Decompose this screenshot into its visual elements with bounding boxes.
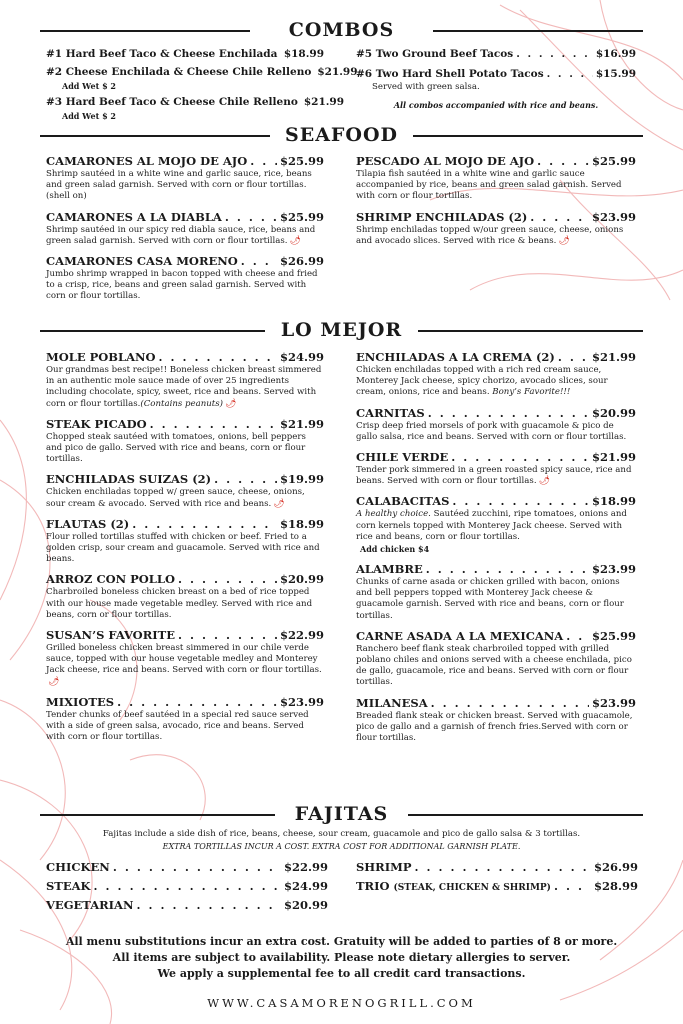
combos-right-column bbox=[356, 47, 636, 110]
item-name: FLAUTAS (2) bbox=[46, 516, 130, 531]
menu-item bbox=[356, 47, 636, 62]
fajitas-right-column bbox=[356, 860, 638, 903]
item-name: CAMARONES CASA MORENO bbox=[46, 254, 238, 269]
item-name: #3 Hard Beef Taco & Cheese Chile Relleno bbox=[46, 96, 298, 108]
section-title: FAJITAS bbox=[289, 803, 395, 825]
item-description: Tender chunks of beef sautéed in a special red sauce served with a side of green salsa, avocado, rice and beans. Served with corn or flour tortillas. bbox=[46, 709, 309, 743]
item-description: Crisp deep fried morsels of pork with guacamole & pico de gallo salsa, rice and beans. Served with corn or flour tortillas. bbox=[356, 420, 627, 442]
item-price: $21.99 bbox=[317, 66, 358, 78]
item-price: $25.99 bbox=[279, 209, 324, 224]
chili-pepper-icon: 🌶 bbox=[225, 398, 237, 409]
item-name: MOLE POBLANO bbox=[46, 350, 156, 364]
item-description: Served with green salsa. bbox=[372, 82, 480, 92]
item-price: $21.99 bbox=[303, 96, 345, 108]
combos-footnote: All combos accompanied with rice and beans. bbox=[393, 100, 599, 111]
item-price: $22.99 bbox=[283, 860, 328, 874]
menu-item bbox=[356, 450, 636, 487]
item-name: SHRIMP ENCHILADAS (2) bbox=[356, 209, 528, 224]
item-price: $25.99 bbox=[279, 154, 324, 168]
fajitas-left-column bbox=[46, 860, 328, 920]
item-description: Jumbo shrimp wrapped in bacon topped with cheese and fried to a crisp, rice, beans and green salad garnish. Served with corn or flour tortillas. bbox=[46, 269, 318, 302]
item-name: #5 Two Ground Beef Tacos bbox=[356, 48, 514, 60]
menu-item bbox=[46, 628, 324, 688]
item-description: Flour rolled tortillas stuffed with chicken or beef. Fried to a golden crisp, sour cream and guacamole. Served with rice and beans. bbox=[46, 531, 320, 565]
menu-item bbox=[356, 562, 636, 622]
item-price: $19.99 bbox=[279, 472, 324, 487]
item-name: CARNITAS bbox=[356, 405, 425, 420]
item-name: CHICKEN bbox=[46, 860, 110, 874]
seafood-right-column bbox=[356, 154, 636, 254]
item-price: $15.99 bbox=[595, 68, 636, 80]
menu-item bbox=[356, 406, 636, 443]
section-fajitas-header bbox=[40, 802, 643, 826]
chili-pepper-icon: 🌶 bbox=[48, 676, 60, 687]
item-name: CHILE VERDE bbox=[356, 450, 449, 465]
section-title: LO MEJOR bbox=[275, 319, 408, 341]
item-description: Sautéed zucchini, ripe tomatoes, onions and corn kernels topped with Monterey Jack cheese. Served with rice and beans, corn or flour tortillas. bbox=[356, 509, 627, 542]
item-price: $24.99 bbox=[283, 879, 328, 893]
item-name: ENCHILADAS SUIZAS (2) bbox=[46, 472, 212, 487]
menu-item bbox=[46, 472, 324, 509]
fajitas-extra-cost-note: EXTRA TORTILLAS INCUR A COST. EXTRA COST FOR ADDITIONAL GARNISH PLATE. bbox=[162, 842, 521, 851]
item-note: Add Wet $ 2 bbox=[62, 111, 116, 121]
chili-pepper-icon: 🌶 bbox=[558, 235, 570, 246]
menu-item bbox=[356, 154, 636, 203]
menu-item bbox=[46, 695, 324, 744]
item-description: Chicken enchiladas topped w/ green sauce, cheese, onions, sour cream & avocado. Served with rice and beans. bbox=[46, 487, 305, 509]
lo-mejor-right-column bbox=[356, 350, 636, 751]
item-name: SUSAN’S FAVORITE bbox=[46, 628, 175, 643]
item-description: Ranchero beef flank steak charbroiled topped with grilled poblano chiles and onions served with a cheese enchilada, pico de gallo, guacamole, rice and beans. Served with corn or flour tortillas. bbox=[356, 643, 632, 688]
chili-pepper-icon: 🌶 bbox=[273, 498, 285, 509]
item-description: Grilled boneless chicken breast simmered in our chile verde sauce, topped with our house vegetable medley and Monterey Jack cheese, rice and beans. Served with corn or flour tortillas. bbox=[46, 643, 322, 676]
item-name: TRIO bbox=[356, 879, 390, 893]
item-price: $20.99 bbox=[279, 572, 324, 587]
section-lo-mejor-header bbox=[40, 318, 643, 342]
combos-left-column bbox=[46, 47, 358, 129]
item-name: ALAMBRE bbox=[356, 562, 423, 577]
footer-policy-line: All items are subject to availability. Please note dietary allergies to server. bbox=[112, 951, 571, 964]
item-name: CAMARONES A LA DIABLA bbox=[46, 209, 222, 224]
menu-item bbox=[46, 572, 324, 621]
item-name: PESCADO AL MOJO DE AJO bbox=[356, 154, 535, 168]
item-name: #1 Hard Beef Taco & Cheese Enchilada bbox=[46, 48, 278, 60]
item-description: Shrimp sautéed in a white wine and garlic sauce, rice, beans and green salad garnish. Served with corn or flour tortillas. (shell on) bbox=[46, 169, 312, 202]
item-price: $18.99 bbox=[591, 494, 636, 509]
item-name: STEAK PICADO bbox=[46, 416, 147, 431]
item-description: Shrimp sautéed in our spicy red diabla sauce, rice, beans and green salad garnish. Served with corn or flour tortillas. bbox=[46, 224, 316, 246]
item-description: Chopped steak sautéed with tomatoes, onions, bell peppers and pico de gallo. Served with rice and beans, corn or flour tortillas. bbox=[46, 431, 306, 465]
menu-item bbox=[356, 629, 636, 689]
item-price: $20.99 bbox=[591, 405, 636, 420]
item-name: #2 Cheese Enchilada & Cheese Chile Relleno bbox=[46, 66, 312, 78]
item-price: $21.99 bbox=[591, 450, 636, 465]
item-description: Chunks of carne asada or chicken grilled with bacon, onions and bell peppers topped with Monterey Jack cheese & guacamole garnish. Served with rice and beans, corn or flour tortillas. bbox=[356, 577, 624, 621]
item-price: $26.99 bbox=[279, 254, 324, 269]
menu-item bbox=[356, 67, 636, 93]
item-name: CARNE ASADA A LA MEXICANA bbox=[356, 628, 564, 643]
item-description: Breaded flank steak or chicken breast. Served with guacamole, pico de gallo and a garnish of french fries.Served with corn or flour tortillas. bbox=[356, 710, 633, 744]
item-name: VEGETARIAN bbox=[46, 898, 134, 912]
item-price: $26.99 bbox=[593, 860, 638, 874]
item-price: $23.99 bbox=[591, 209, 636, 224]
item-price: $21.99 bbox=[591, 350, 636, 364]
section-seafood-header bbox=[40, 123, 643, 147]
item-price: $20.99 bbox=[283, 898, 328, 912]
menu-item bbox=[46, 254, 324, 303]
menu-item bbox=[46, 210, 324, 247]
fajitas-intro: Fajitas include a side dish of rice, beans, cheese, sour cream, guacamole and pico de gallo salsa & 3 tortillas. bbox=[102, 829, 581, 839]
item-name: ARROZ CON POLLO bbox=[46, 572, 175, 587]
seafood-left-column bbox=[46, 154, 324, 310]
menu-item bbox=[356, 210, 636, 247]
item-price: $25.99 bbox=[591, 154, 636, 168]
item-allergy-note: (Contains peanuts) bbox=[140, 398, 223, 409]
menu-item bbox=[46, 350, 324, 410]
item-tagline: A healthy choice. bbox=[356, 509, 431, 520]
menu-item bbox=[356, 696, 636, 745]
item-price: $23.99 bbox=[591, 562, 636, 577]
item-price: $23.99 bbox=[591, 695, 636, 710]
item-description: Tender pork simmered in a green roasted spicy sauce, rice and beans. Served with corn or flour tortillas. bbox=[356, 465, 632, 487]
item-price: $21.99 bbox=[279, 416, 324, 431]
website-link[interactable]: WWW.CASAMORENOGRILL.COM bbox=[207, 996, 476, 1010]
menu-item bbox=[356, 494, 636, 555]
menu-item bbox=[356, 350, 636, 399]
item-description: Tilapia fish sautéed in a white wine and garlic sauce accompanied by rice, beans and green salad garnish. Served with corn or flour tortillas. bbox=[356, 169, 622, 202]
menu-item bbox=[356, 860, 638, 875]
menu-item bbox=[46, 65, 358, 92]
item-name: SHRIMP bbox=[356, 860, 412, 874]
item-note: Add chicken $4 bbox=[360, 544, 430, 555]
item-name: MILANESA bbox=[356, 695, 428, 710]
menu-item bbox=[46, 95, 345, 122]
item-description: Shrimp enchiladas topped w/our green sauce, cheese, onions and avocado slices. Served with rice & beans. bbox=[356, 224, 624, 246]
item-name: CALABACITAS bbox=[356, 494, 450, 509]
item-name: #6 Two Hard Shell Potato Tacos bbox=[356, 68, 544, 80]
item-name: ENCHILADAS A LA CREMA (2) bbox=[356, 350, 555, 364]
menu-item bbox=[46, 898, 328, 913]
item-price: $22.99 bbox=[279, 628, 324, 643]
item-name: STEAK bbox=[46, 879, 91, 893]
menu-item bbox=[356, 879, 638, 896]
menu-item bbox=[46, 879, 328, 894]
item-note: Add Wet $ 2 bbox=[62, 81, 116, 91]
footer-policy-line: We apply a supplemental fee to all credit card transactions. bbox=[157, 967, 526, 980]
item-name-detail: (STEAK, CHICKEN & SHRIMP) bbox=[393, 883, 551, 893]
menu-item bbox=[46, 417, 324, 466]
menu-item bbox=[46, 860, 328, 875]
item-description: Our grandmas best recipe!! Boneless chicken breast simmered in an authentic mole sauce made of over 25 ingredients including chocolate, spicy, sweet, rice and beans. Served with corn or flour tortillas. bbox=[46, 365, 322, 409]
item-price: $16.99 bbox=[595, 48, 636, 60]
menu-item bbox=[46, 154, 324, 203]
menu-item bbox=[46, 47, 324, 62]
item-price: $18.99 bbox=[279, 516, 324, 531]
lo-mejor-left-column bbox=[46, 350, 324, 750]
item-tagline: Bony’s Favorite!!! bbox=[492, 387, 571, 398]
item-price: $18.99 bbox=[283, 48, 324, 60]
item-name: CAMARONES AL MOJO DE AJO bbox=[46, 154, 248, 168]
item-price: $23.99 bbox=[279, 694, 324, 709]
chili-pepper-icon: 🌶 bbox=[538, 476, 550, 487]
section-title: COMBOS bbox=[283, 19, 400, 41]
section-combos-header bbox=[40, 18, 643, 42]
chili-pepper-icon: 🌶 bbox=[289, 235, 301, 246]
item-price: $24.99 bbox=[279, 350, 324, 364]
item-description: Charbroiled boneless chicken breast on a bed of rice topped with our house made vegetable medley. Served with rice and beans, corn or flour tortillas. bbox=[46, 587, 313, 620]
item-price: $28.99 bbox=[593, 879, 638, 893]
menu-item bbox=[46, 517, 324, 566]
item-description: Chicken enchiladas topped with a rich red cream sauce, Monterey Jack cheese, spicy chorizo, avocado slices, sour cream, onions, rice and beans. bbox=[356, 365, 608, 398]
section-title: SEAFOOD bbox=[279, 124, 404, 146]
footer-policy-line: All menu substitutions incur an extra cost. Gratuity will be added to parties of 8 or more. bbox=[65, 935, 618, 948]
item-price: $25.99 bbox=[591, 628, 636, 643]
item-name: MIXIOTES bbox=[46, 694, 115, 709]
